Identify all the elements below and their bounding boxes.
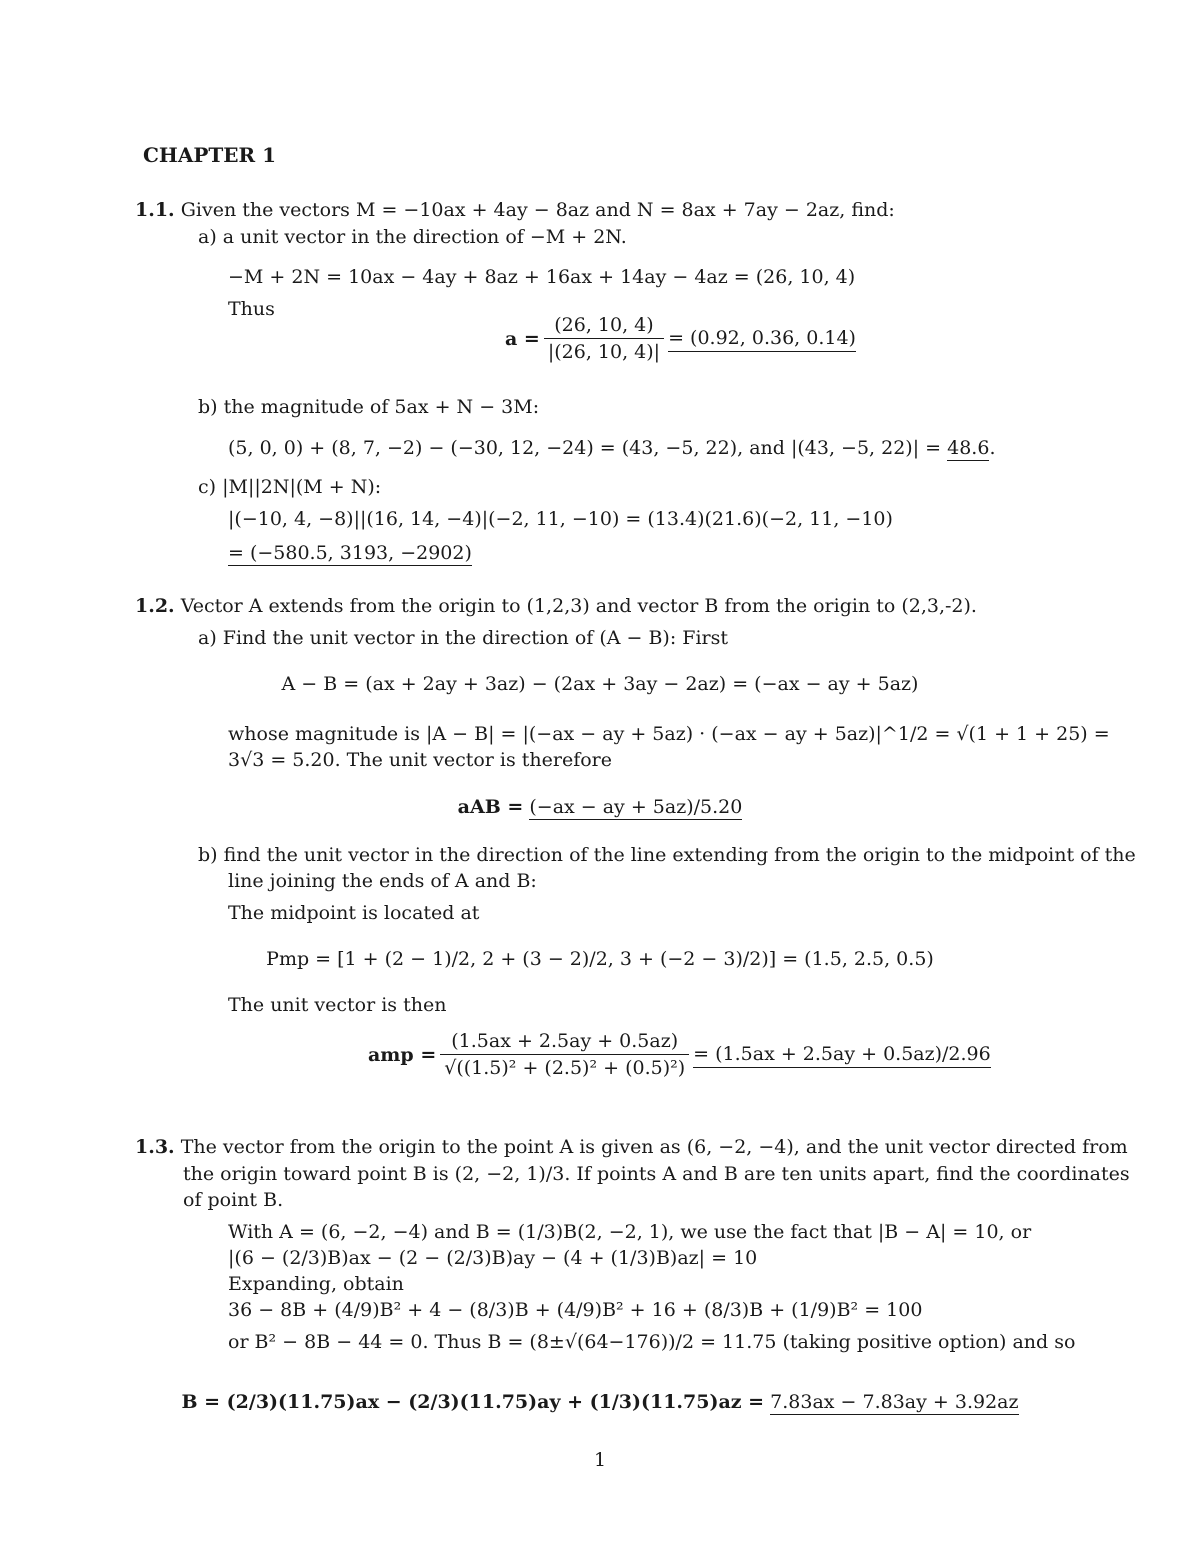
equation: [0, 795, 1200, 819]
period: .: [989, 437, 996, 459]
part-b-prompt-continued: line joining the ends of A and B:: [228, 870, 537, 892]
final-equation: [0, 1390, 1200, 1414]
equation: A − B = (ax + 2ay + 3az) − (2ax + 3ay − 2az) = (−ax − ay + 5az): [281, 673, 919, 695]
boxed-answer: (−ax − ay + 5az)/5.20: [529, 796, 743, 818]
numerator: (26, 10, 4): [554, 314, 654, 336]
problem-number: 1.3.: [135, 1136, 175, 1158]
equation: |(−10, 4, −8)||(16, 14, −4)|(−2, 11, −10) = (13.4)(21.6)(−2, 11, −10): [228, 508, 893, 530]
equation-lhs: B = (2/3)(11.75)ax − (2/3)(11.75)ay + (1/3)(11.75)az =: [181, 1391, 765, 1413]
equation: Pmp = [1 + (2 − 1)/2, 2 + (3 − 2)/2, 3 + (−2 − 3)/2)] = (1.5, 2.5, 0.5): [266, 948, 934, 970]
problem-text: the origin toward point B is (2, −2, 1)/3. If points A and B are ten units apart, find the coordinates: [183, 1163, 1130, 1185]
denominator: |(26, 10, 4)|: [544, 338, 664, 363]
denominator: √((1.5)² + (2.5)² + (0.5)²): [440, 1054, 689, 1079]
page-number: 1: [593, 1449, 607, 1471]
equation: [228, 436, 995, 460]
equation: −M + 2N = 10ax − 4ay + 8az + 16ax + 14ay − 4az = (26, 10, 4): [228, 266, 856, 288]
unit-vector-equation: [505, 314, 856, 363]
chapter-heading: CHAPTER 1: [143, 143, 276, 167]
boxed-answer: 7.83ax − 7.83ay + 3.92az: [770, 1391, 1019, 1413]
equation-text: (5, 0, 0) + (8, 7, −2) − (−30, 12, −24) = (43, −5, 22), and |(43, −5, 22)| =: [228, 437, 942, 459]
equation-result: [228, 541, 472, 565]
boxed-answer: = (1.5ax + 2.5ay + 0.5az)/2.96: [693, 1042, 991, 1068]
part-c-prompt: c) |M||2N|(M + N):: [198, 476, 382, 498]
text-line: The unit vector is then: [228, 994, 447, 1016]
fraction: [544, 314, 664, 363]
numerator: (1.5ax + 2.5ay + 0.5az): [451, 1030, 679, 1052]
text-line: The midpoint is located at: [228, 902, 480, 924]
text-thus: Thus: [228, 298, 275, 320]
problem-text: The vector from the origin to the point A is given as (6, −2, −4), and the unit vector directed from: [180, 1136, 1128, 1158]
work-line: Expanding, obtain: [228, 1273, 404, 1295]
part-a-prompt: a) Find the unit vector in the direction of (A − B): First: [198, 627, 729, 649]
work-line: With A = (6, −2, −4) and B = (1/3)B(2, −2, 1), we use the fact that |B − A| = 10, or: [228, 1221, 1032, 1243]
part-b-prompt: b) find the unit vector in the direction of the line extending from the origin to the midpoint of the: [198, 844, 1136, 866]
problem-number: 1.1.: [135, 199, 175, 221]
work-line: or B² − 8B − 44 = 0. Thus B = (8±√(64−176))/2 = 11.75 (taking positive option) and so: [228, 1331, 1076, 1353]
boxed-answer: = (0.92, 0.36, 0.14): [668, 326, 856, 352]
equation-lhs: amp =: [368, 1043, 437, 1066]
problem-1-2-statement: [135, 594, 977, 618]
equation-lhs: aAB =: [457, 796, 524, 818]
problem-text: Given the vectors M = −10ax + 4ay − 8az and N = 8ax + 7ay − 2az, find:: [180, 199, 895, 221]
part-b-prompt: b) the magnitude of 5ax + N − 3M:: [198, 396, 540, 418]
problem-text: of point B.: [183, 1189, 284, 1211]
text-line: whose magnitude is |A − B| = |(−ax − ay + 5az) · (−ax − ay + 5az)|^1/2 = √(1 + 1 + 25) =: [228, 723, 1110, 745]
problem-number: 1.2.: [135, 595, 175, 617]
boxed-answer: 48.6: [947, 437, 990, 459]
boxed-answer: = (−580.5, 3193, −2902): [228, 542, 472, 564]
text-line: 3√3 = 5.20. The unit vector is therefore: [228, 749, 613, 771]
work-line: 36 − 8B + (4/9)B² + 4 − (8/3)B + (4/9)B² + 16 + (8/3)B + (1/9)B² = 100: [228, 1299, 923, 1321]
problem-text: Vector A extends from the origin to (1,2,3) and vector B from the origin to (2,3,-2).: [180, 595, 977, 617]
equation-lhs: a =: [505, 327, 540, 350]
problem-1-3-statement: [135, 1135, 1128, 1159]
unit-vector-equation: [368, 1030, 991, 1079]
part-a-prompt: a) a unit vector in the direction of −M + 2N.: [198, 226, 627, 248]
problem-1-1-statement: [135, 198, 895, 222]
work-line: |(6 − (2/3)B)ax − (2 − (2/3)B)ay − (4 + (1/3)B)az| = 10: [228, 1247, 758, 1269]
fraction: [440, 1030, 689, 1079]
